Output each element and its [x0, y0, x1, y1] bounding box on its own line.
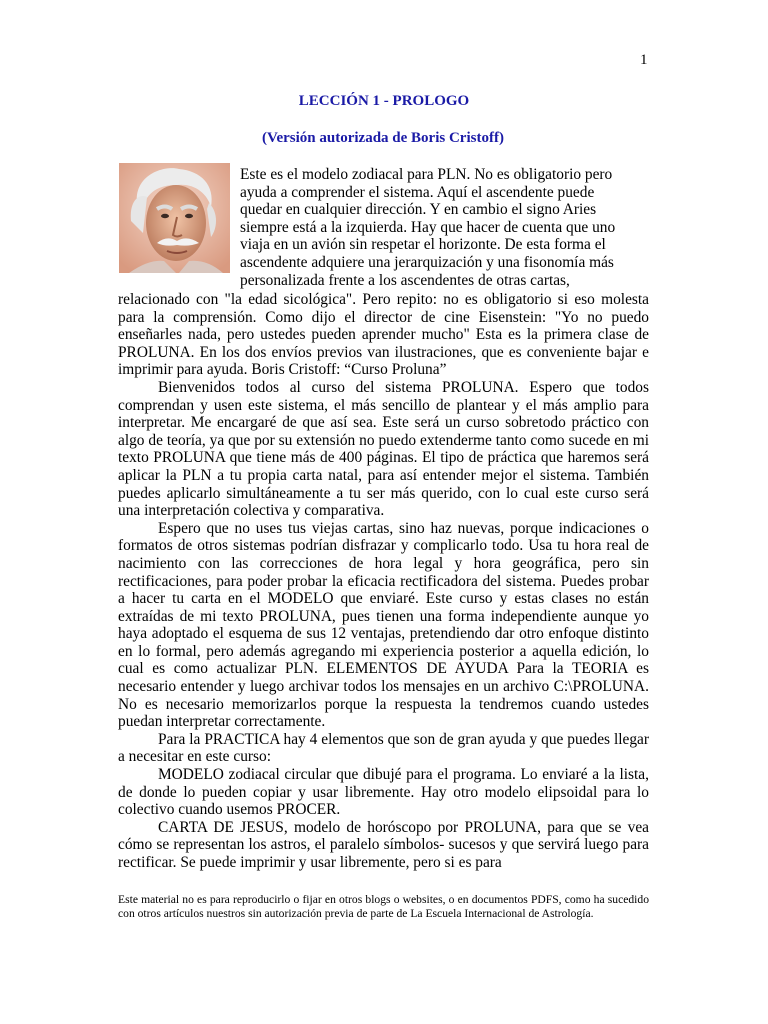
paragraph: Para la PRACTICA hay 4 elementos que son de gran ayuda y que puedes llegar a necesitar en este curso: — [118, 730, 649, 766]
intro-line: personalizada frente a los ascendentes de otras cartas, — [240, 271, 570, 289]
intro-text — [118, 166, 649, 289]
page-number: 1 — [640, 52, 648, 68]
intro-line: Este es el modelo zodiacal para PLN. No es obligatorio pero — [240, 166, 613, 183]
intro-line: siempre está a la izquierda. Hay que hacer de cuenta que uno — [240, 218, 616, 236]
paragraph: relacionado con "la edad sicológica". Pero repito: no es obligatorio si eso molesta para la comprensión. Como dijo el director de cine Eisenstein: "Yo no puedo enseñarles nada, pero ustedes pueden aprender mucho" Esta es la primera clase de PROLUNA. En los dos envíos previos van ilustraciones, que es conveniente bajar e imprimir para ayuda. Boris Cristoff: “Curso Proluna” — [118, 291, 649, 379]
lesson-title: LECCIÓN 1 - PROLOGO — [298, 93, 470, 109]
footer-note: Este material no es para reproducirlo o fijar en otros blogs o websites, o en documentos PDFS, como ha sucedido con otros artículos nuestros sin autorización previa de parte de La Escuela Internacional de Astrología. — [118, 893, 649, 920]
paragraph: Espero que no uses tus viejas cartas, sino haz nuevas, porque indicaciones o formatos de otros sistemas podrían disfrazar y complicarlo todo. Usa tu hora real de nacimiento con las correcciones de hora legal y hora geográfica, pero sin rectificaciones, para poder probar la eficacia rectificadora del sistema. Puedes probar a hacer tu carta en el MODELO que enviaré. Este curso y estas clases no están extraídas de mi texto PROLUNA, pues tienen una forma independiente aunque yo haya adoptado el esquema de sus 12 ventajas, pretendiendo dar otro enfoque distinto en lo formal, pero además agregando mi experiencia posterior a aquella edición, lo cual es como actualizar PLN. ELEMENTOS DE AYUDA Para la TEORIA es necesario entender y luego archivar todos los mensajes en un archivo C:\PROLUNA. No es necesario memorizarlos porque la respuesta la tendremos cuando ustedes puedan interpretar correctamente. — [118, 519, 649, 731]
lesson-subtitle: (Versión autorizada de Boris Cristoff) — [262, 130, 504, 146]
intro-line: ascendente adquiere una jerarquización y una fisonomía más — [240, 253, 614, 271]
intro-line: viaja en un avión sin respetar el horizonte. De esta forma el — [240, 236, 606, 254]
paragraph: MODELO zodiacal circular que dibujé para el programa. Lo enviaré a la lista, de donde lo pueden copiar y usar libremente. Hay otro modelo elipsoidal para lo colectivo cuando usemos PROCER. — [118, 766, 649, 819]
body-text — [118, 291, 649, 872]
paragraph: Bienvenidos todos al curso del sistema PROLUNA. Espero que todos comprendan y usen este sistema, el más sencillo de plantear y el más amplio para interpretar. Me encargaré de que así sea. Este será un curso sobretodo práctico con algo de teoría, ya que por su extensión no puedo extenderme tanto como sucede en mi texto PROLUNA que tiene más de 400 páginas. El tipo de práctica que haremos será aplicar la PLN a tu propia carta natal, para así entender mejor el sistema. También puedes aplicarlo simultáneamente a tu ser más querido, con lo cual este curso será una interpretación colectiva y comparativa. — [118, 378, 649, 520]
paragraph: CARTA DE JESUS, modelo de horóscopo por PROLUNA, para que se vea cómo se representan los astros, el paralelo símbolos- sucesos y que servirá luego para rectificar. Se puede imprimir y usar libremente, pero si es para — [118, 818, 649, 871]
intro-line: ayuda a comprender el sistema. Aquí el ascendente puede — [240, 183, 595, 201]
intro-line: quedar en cualquier dirección. Y en cambio el signo Aries — [240, 201, 597, 219]
